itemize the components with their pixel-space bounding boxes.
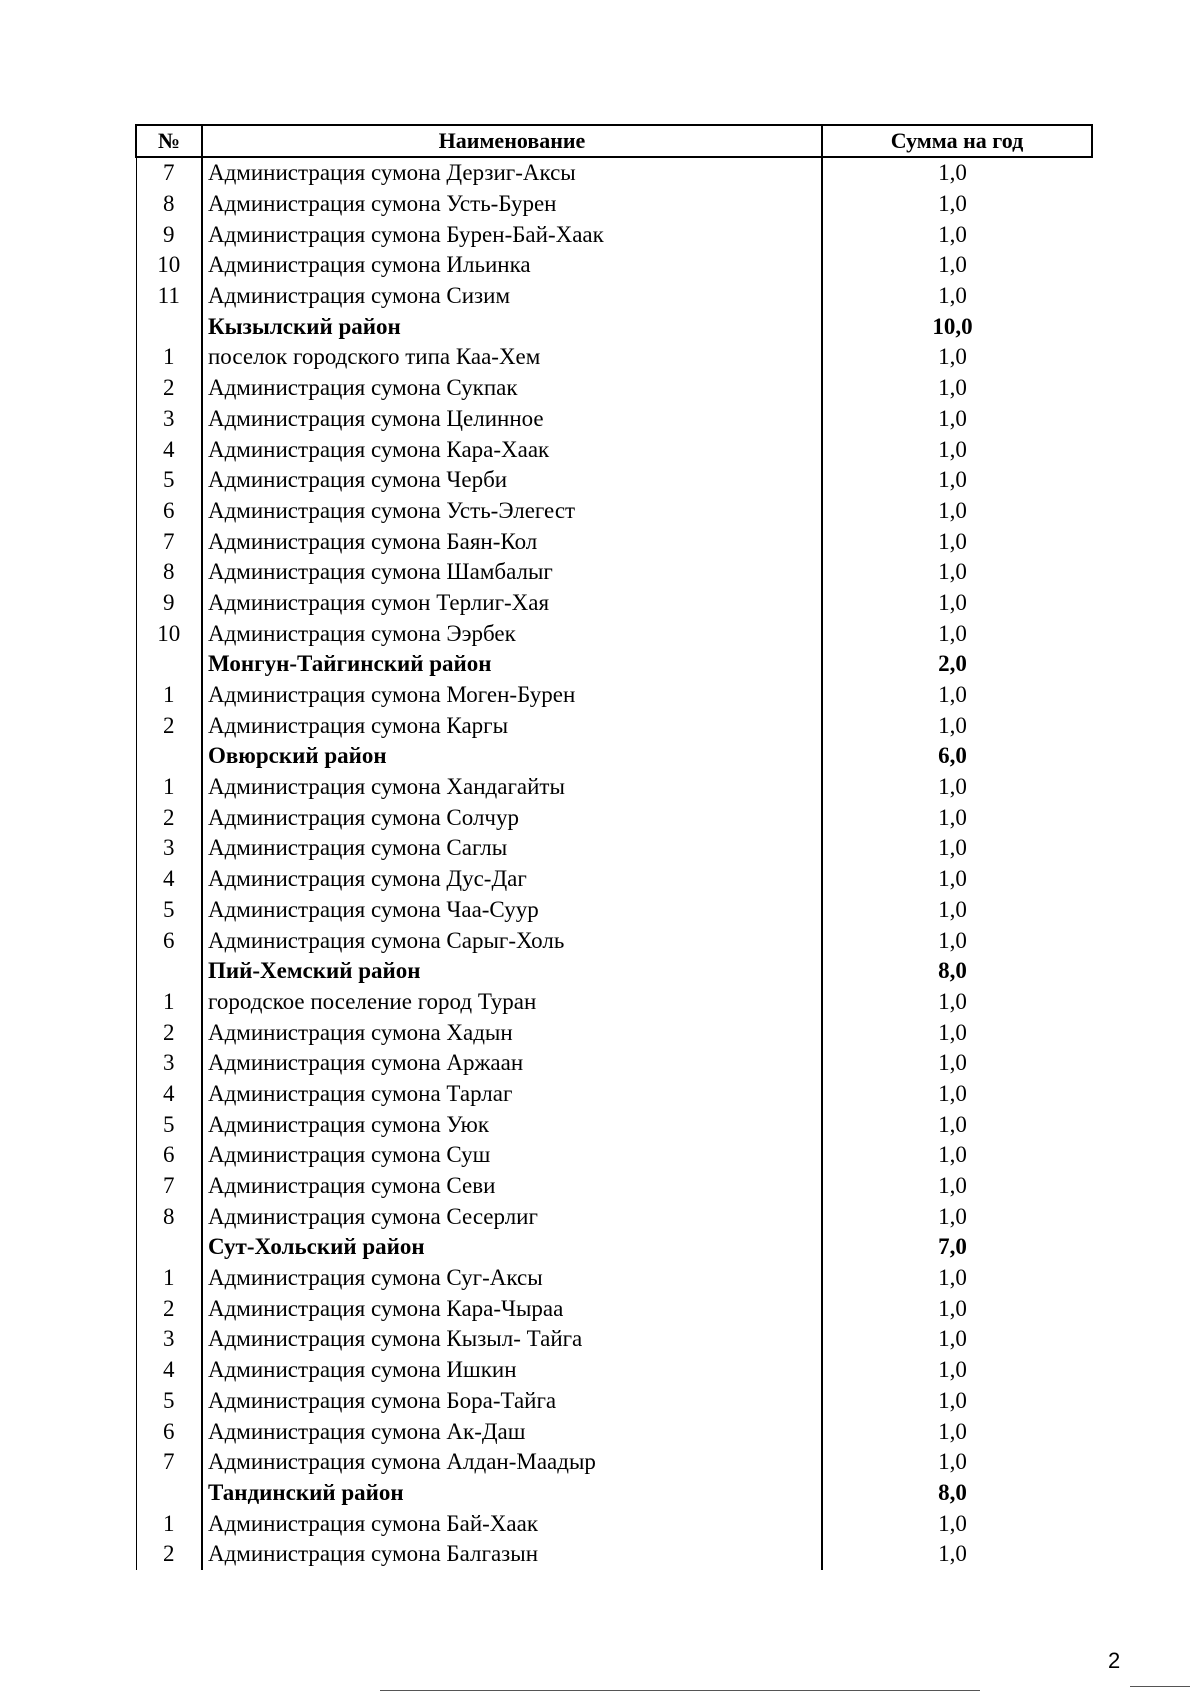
row-sum: 1,0: [938, 467, 967, 493]
table-row: [136, 1386, 1092, 1417]
row-name: Сут-Хольский район: [202, 1232, 822, 1263]
row-name: поселок городского типа Каа-Хем: [202, 342, 822, 373]
row-name: Администрация сумона Аржаан: [202, 1048, 822, 1079]
row-number: 3: [136, 404, 202, 435]
row-number: 8: [136, 189, 202, 220]
row-number: 6: [136, 1140, 202, 1171]
row-sum: 1,0: [938, 1387, 967, 1413]
row-number: 6: [136, 1416, 202, 1447]
table-row: [136, 1017, 1092, 1048]
row-number: 3: [136, 1324, 202, 1355]
table-row: [136, 925, 1092, 956]
scan-artifact-line: [380, 1690, 980, 1691]
row-sum: 6,0: [938, 743, 967, 769]
row-number: 4: [136, 864, 202, 895]
row-number: 1: [136, 772, 202, 803]
row-sum: 1,0: [938, 589, 967, 615]
row-number: 3: [136, 1048, 202, 1079]
table-row: [136, 1079, 1092, 1110]
row-name: Администрация сумона Моген-Бурен: [202, 680, 822, 711]
row-name: Администрация сумона Усть-Элегест: [202, 496, 822, 527]
row-name: Администрация сумона Ильинка: [202, 250, 822, 281]
table-row: [136, 772, 1092, 803]
row-name: Администрация сумона Балгазын: [202, 1539, 822, 1570]
row-sum: 1,0: [938, 620, 967, 646]
row-number: 6: [136, 925, 202, 956]
row-name: Администрация сумона Ээрбек: [202, 618, 822, 649]
row-number: 7: [136, 157, 202, 189]
row-sum: 1,0: [938, 1111, 967, 1137]
row-sum: 1,0: [938, 1295, 967, 1321]
row-name: Администрация сумона Сизим: [202, 281, 822, 312]
row-sum: 1,0: [938, 1019, 967, 1045]
row-name: Администрация сумона Баян-Кол: [202, 526, 822, 557]
table-row: [136, 1048, 1092, 1079]
table-row: [136, 189, 1092, 220]
table-row: [136, 1447, 1092, 1478]
table-row: [136, 588, 1092, 619]
row-name: Администрация сумона Ишкин: [202, 1355, 822, 1386]
row-number: 10: [136, 250, 202, 281]
row-sum: 1,0: [938, 1142, 967, 1168]
row-name: Администрация сумона Уюк: [202, 1109, 822, 1140]
row-name: Пий-Хемский район: [202, 956, 822, 987]
row-sum: 1,0: [938, 1203, 967, 1229]
row-sum: 1,0: [938, 1050, 967, 1076]
table-row: [136, 1539, 1092, 1570]
row-sum: 1,0: [938, 1449, 967, 1475]
row-number: 2: [136, 710, 202, 741]
table-row: [136, 465, 1092, 496]
table-header-row: [136, 125, 1092, 157]
row-sum: 1,0: [938, 436, 967, 462]
row-name: Монгун-Тайгинский район: [202, 649, 822, 680]
row-sum: 1,0: [938, 896, 967, 922]
district-row: [136, 956, 1092, 987]
row-sum: 1,0: [938, 1173, 967, 1199]
row-name: Администрация сумона Алдан-Маадыр: [202, 1447, 822, 1478]
row-number: 11: [136, 281, 202, 312]
row-sum: 1,0: [938, 1418, 967, 1444]
row-number: [136, 1478, 202, 1509]
table-row: [136, 373, 1092, 404]
row-number: 5: [136, 465, 202, 496]
row-name: Администрация сумона Кара-Хаак: [202, 434, 822, 465]
table-row: [136, 526, 1092, 557]
row-name: Администрация сумона Суг-Аксы: [202, 1263, 822, 1294]
table-row: [136, 404, 1092, 435]
district-row: [136, 1232, 1092, 1263]
row-sum: 1,0: [938, 1510, 967, 1536]
row-name: Тандинский район: [202, 1478, 822, 1509]
row-name: Администрация сумона Тарлаг: [202, 1079, 822, 1110]
district-row: [136, 311, 1092, 342]
row-name: Администрация сумона Севи: [202, 1171, 822, 1202]
district-row: [136, 649, 1092, 680]
row-name: Администрация сумона Саглы: [202, 833, 822, 864]
table-row: [136, 342, 1092, 373]
row-sum: 7,0: [938, 1234, 967, 1260]
row-number: 5: [136, 1109, 202, 1140]
table-row: [136, 618, 1092, 649]
row-name: Администрация сумона Дус-Даг: [202, 864, 822, 895]
row-number: 7: [136, 526, 202, 557]
row-sum: 1,0: [938, 835, 967, 861]
row-number: [136, 956, 202, 987]
row-sum: 1,0: [938, 866, 967, 892]
row-name: Администрация сумона Ак-Даш: [202, 1416, 822, 1447]
table-row: [136, 1171, 1092, 1202]
row-sum: 1,0: [938, 1541, 967, 1567]
table-row: [136, 802, 1092, 833]
row-name: Администрация сумона Шамбалыг: [202, 557, 822, 588]
row-sum: 1,0: [938, 344, 967, 370]
row-number: 1: [136, 680, 202, 711]
row-number: 6: [136, 496, 202, 527]
row-name: Кызылский район: [202, 311, 822, 342]
page-number: 2: [1108, 1648, 1121, 1673]
row-number: 4: [136, 1355, 202, 1386]
row-number: [136, 1232, 202, 1263]
row-name: городское поселение город Туран: [202, 987, 822, 1018]
row-name: Администрация сумона Чаа-Суур: [202, 895, 822, 926]
table-row: [136, 710, 1092, 741]
row-name: Администрация сумона Хадын: [202, 1017, 822, 1048]
row-sum: 1,0: [938, 1326, 967, 1352]
table-row: [136, 157, 1092, 189]
row-number: 4: [136, 434, 202, 465]
row-number: [136, 311, 202, 342]
row-number: 2: [136, 802, 202, 833]
table-row: [136, 1263, 1092, 1294]
row-number: 8: [136, 557, 202, 588]
row-name: Администрация сумона Бурен-Бай-Хаак: [202, 219, 822, 250]
row-name: Администрация сумона Сарыг-Холь: [202, 925, 822, 956]
row-number: 1: [136, 987, 202, 1018]
row-number: 7: [136, 1447, 202, 1478]
table-row: [136, 833, 1092, 864]
table-row: [136, 1324, 1092, 1355]
row-name: Администрация сумона Кара-Чыраа: [202, 1293, 822, 1324]
district-row: [136, 741, 1092, 772]
table-row: [136, 680, 1092, 711]
row-sum: 1,0: [938, 682, 967, 708]
row-sum: 1,0: [938, 1080, 967, 1106]
row-name: Администрация сумона Солчур: [202, 802, 822, 833]
row-sum: 1,0: [938, 497, 967, 523]
row-sum: 8,0: [938, 958, 967, 984]
row-name: Администрация сумона Сесерлиг: [202, 1201, 822, 1232]
row-number: [136, 741, 202, 772]
row-sum: 1,0: [938, 559, 967, 585]
row-name: Администрация сумона Сукпак: [202, 373, 822, 404]
row-name: Администрация сумона Бора-Тайга: [202, 1386, 822, 1417]
row-sum: 1,0: [938, 712, 967, 738]
budget-table: [135, 124, 1093, 1570]
row-name: Администрация сумона Целинное: [202, 404, 822, 435]
row-number: 3: [136, 833, 202, 864]
row-sum: 1,0: [938, 375, 967, 401]
table-row: [136, 864, 1092, 895]
table-row: [136, 1201, 1092, 1232]
table-row: [136, 557, 1092, 588]
table-row: [136, 1355, 1092, 1386]
row-sum: 1,0: [938, 252, 967, 278]
header-sum: Сумма на год: [822, 125, 1092, 157]
row-sum: 1,0: [938, 1265, 967, 1291]
table-row: [136, 895, 1092, 926]
row-name: Администрация сумона Хандагайты: [202, 772, 822, 803]
row-name: Администрация сумона Кызыл- Тайга: [202, 1324, 822, 1355]
table-body: [136, 157, 1092, 1570]
row-sum: 1,0: [938, 283, 967, 309]
row-number: 8: [136, 1201, 202, 1232]
row-name: Администрация сумона Бай-Хаак: [202, 1508, 822, 1539]
row-name: Администрация сумона Дерзиг-Аксы: [202, 157, 822, 189]
row-sum: 10,0: [932, 313, 973, 339]
table-row: [136, 496, 1092, 527]
row-sum: 1,0: [938, 1357, 967, 1383]
row-name: Администрация сумона Каргы: [202, 710, 822, 741]
row-number: 4: [136, 1079, 202, 1110]
table-row: [136, 434, 1092, 465]
row-sum: 1,0: [938, 191, 967, 217]
row-sum: 1,0: [938, 528, 967, 554]
row-sum: 1,0: [938, 927, 967, 953]
table-row: [136, 1508, 1092, 1539]
row-number: [136, 649, 202, 680]
row-number: 1: [136, 342, 202, 373]
table-row: [136, 281, 1092, 312]
row-number: 1: [136, 1263, 202, 1294]
row-number: 9: [136, 588, 202, 619]
row-sum: 1,0: [938, 221, 967, 247]
table-row: [136, 987, 1092, 1018]
table-row: [136, 1416, 1092, 1447]
table-row: [136, 1109, 1092, 1140]
header-name: Наименование: [202, 125, 822, 157]
row-number: 1: [136, 1508, 202, 1539]
row-name: Администрация сумона Черби: [202, 465, 822, 496]
row-number: 5: [136, 895, 202, 926]
row-sum: 1,0: [938, 804, 967, 830]
row-number: 7: [136, 1171, 202, 1202]
table-row: [136, 219, 1092, 250]
row-name: Овюрский район: [202, 741, 822, 772]
row-sum: 1,0: [938, 405, 967, 431]
header-number: №: [136, 125, 202, 157]
row-number: 9: [136, 219, 202, 250]
row-sum: 1,0: [938, 988, 967, 1014]
row-name: Администрация сумона Суш: [202, 1140, 822, 1171]
row-number: 2: [136, 1293, 202, 1324]
row-number: 5: [136, 1386, 202, 1417]
row-sum: 1,0: [938, 774, 967, 800]
row-number: 2: [136, 1539, 202, 1570]
table-row: [136, 250, 1092, 281]
table-row: [136, 1140, 1092, 1171]
table-row: [136, 1293, 1092, 1324]
district-row: [136, 1478, 1092, 1509]
row-sum: 8,0: [938, 1479, 967, 1505]
row-name: Администрация сумона Усть-Бурен: [202, 189, 822, 220]
row-name: Администрация сумон Терлиг-Хая: [202, 588, 822, 619]
row-number: 2: [136, 1017, 202, 1048]
row-number: 2: [136, 373, 202, 404]
row-sum: 2,0: [938, 651, 967, 677]
row-number: 10: [136, 618, 202, 649]
row-sum: 1,0: [938, 160, 967, 186]
scan-artifact-line: [1130, 1686, 1190, 1687]
